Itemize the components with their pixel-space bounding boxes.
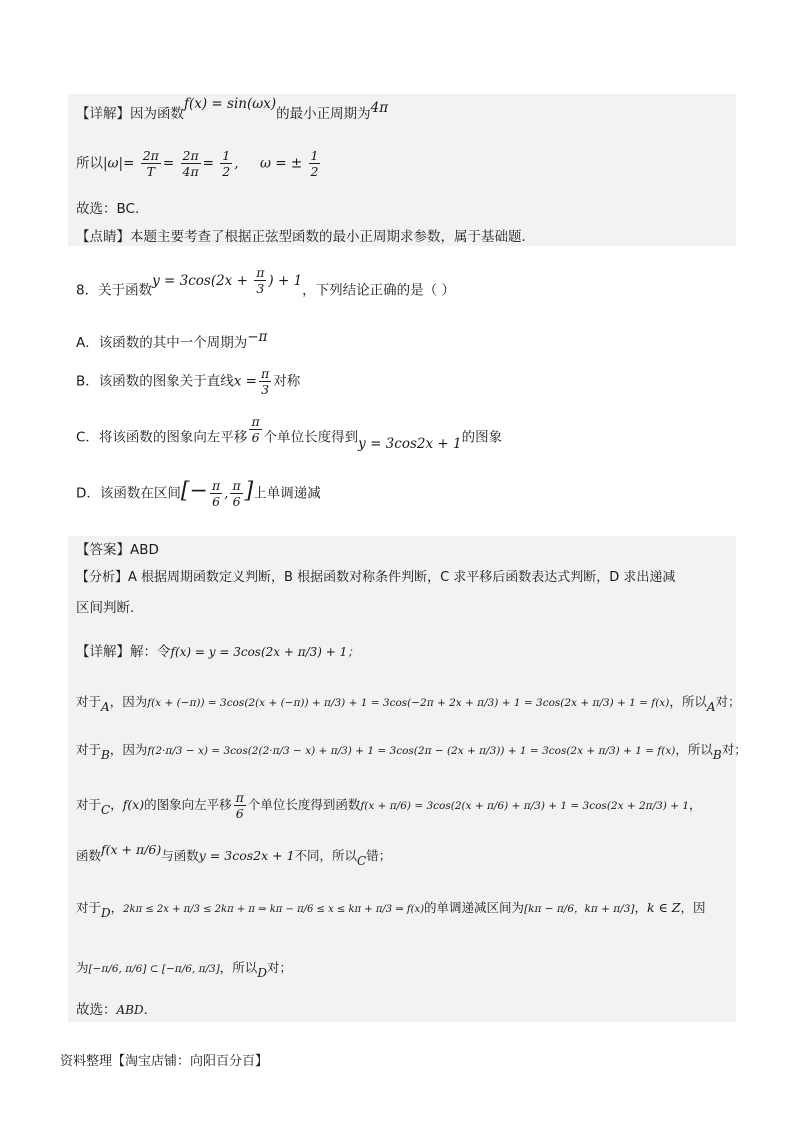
analysis-line-2: 区间判断. <box>76 600 135 616</box>
option-b-suffix: 对称 <box>273 373 301 390</box>
comment-line: 【点睛】本题主要考查了根据正弦型函数的最小正周期求参数，属于基础题. <box>76 229 526 245</box>
omega-value: ω = ± <box>260 155 303 172</box>
omega-abs: |ω|= <box>103 155 135 172</box>
detail-label: 【详解】因为函数 <box>76 106 184 122</box>
proof-d2-line: 为[−π/6, π/6] ⊂ [−π/6, π/3]，所以D对； <box>76 960 292 980</box>
frac-2pi-4pi: $\frac{2\pi}{4\pi}$ <box>182 148 199 179</box>
proof-d2-math: [−π/6, π/6] ⊂ [−π/6, π/3] <box>88 963 220 975</box>
label-d: D <box>101 906 111 920</box>
proof-a-line: 对于A，因为f(x + (−π)) = 3cos(2(x + (−π)) + π/3) + 1 = 3cos(−2π + 2x + π/3) + 1 = 3cos(2x + π/3) + 1 = f(x)，所以A对； <box>76 694 741 714</box>
option-d <box>76 478 321 509</box>
option-d-comma: , <box>224 485 229 502</box>
proof-b-math: f(2·π/3 − x) = 3cos(2(2·π/3 − x) + π/3) + 1 = 3cos(2π − (2x + π/3)) + 1 = 3cos(2x + π/3) + 1 = f(x) <box>147 745 676 757</box>
stem-prefix: 8．关于函数 <box>76 282 153 299</box>
option-a-text: A．该函数的其中一个周期为 <box>76 335 248 351</box>
proof-c-frac: $\frac{\pi}{6}$ <box>235 790 244 821</box>
proof-c-math: f(x + π/6) = 3cos(2(x + π/6) + π/3) + 1 = 3cos(2x + 2π/3) + 1 <box>360 800 690 812</box>
so-line: 所以|ω|= $\frac{2\pi}{T}$ = $\frac{2\pi}{4\pi}$ = $\frac{1}{2}$ , ω = ± $\frac{1}{2}$ <box>76 148 319 179</box>
proof-d-k: k ∈ Z <box>646 900 681 915</box>
stem-frac: $\frac{\pi}{3}$ <box>256 265 265 296</box>
answer-line: 【答案】ABD <box>76 542 159 558</box>
option-d-bracket-right: ] <box>244 478 254 504</box>
proof-d-line: 对于D，2kπ ≤ 2x + π/3 ≤ 2kπ + π ⇒ kπ − π/6 ≤ x ≤ kπ + π/3 ⇒ f(x)的单调递减区间为[kπ − π/6，kπ + π/3]，k ∈ Z，因 <box>76 900 706 920</box>
option-c-text: C．将该函数的图象向左平移 <box>76 429 248 446</box>
detail-func: f(x) = sin(ωx) <box>184 96 277 112</box>
detail-prefix: 【详解】解：令 <box>76 644 171 660</box>
option-d-suffix: 上单调递减 <box>253 485 321 502</box>
analysis-line-1: 【分析】A 根据周期函数定义判断，B 根据函数对称条件判断，C 求平移后函数表达式判断，D 求出递减 <box>76 570 676 585</box>
frac-one-half: $\frac{1}{2}$ <box>222 148 231 179</box>
option-c-mid: 个单位长度得到 <box>263 429 359 446</box>
frac-2pi-T: $\frac{2\pi}{T}$ <box>142 148 159 179</box>
label-b: B <box>101 748 110 762</box>
detail-line-2 <box>76 642 359 662</box>
label-c: C <box>101 803 111 817</box>
proof-c2-line: 函数f(x + π/6)与函数y = 3cos2x + 1不同，所以C错； <box>76 842 392 868</box>
proof-b-line: 对于B，因为f(2·π/3 − x) = 3cos(2(2·π/3 − x) + π/3) + 1 = 3cos(2π − (2x + π/3)) + 1 = 3cos(2x + π/3) + 1 = f(x)，所以B对； <box>76 742 747 762</box>
so-label: 所以 <box>76 155 103 172</box>
option-c-math: y = 3cos2x + 1 <box>358 435 462 452</box>
proof-c2-math2: y = 3cos2x + 1 <box>198 848 295 863</box>
choice-line-2: 故选：ABD. <box>76 1002 148 1018</box>
option-d-frac1: $\frac{\pi}{6}$ <box>211 478 221 509</box>
frac-one-half-2: $\frac{1}{2}$ <box>310 148 319 179</box>
option-b-frac: $\frac{\pi}{3}$ <box>260 366 270 397</box>
proof-d-math: 2kπ ≤ 2x + π/3 ≤ 2kπ + π ⇒ kπ − π/6 ≤ x ≤ kπ + π/3 ⇒ f(x) <box>123 904 425 915</box>
solution-block-2 <box>68 536 736 1022</box>
proof-a-math: f(x + (−π)) = 3cos(2(x + (−π)) + π/3) + 1 = 3cos(−2π + 2x + π/3) + 1 = 3cos(2x + π/3) + 1 = f(x) <box>147 697 670 709</box>
proof-d-interval: [kπ − π/6，kπ + π/3] <box>524 903 635 915</box>
stem-func-end: ) + 1 <box>268 272 303 289</box>
option-c-suffix: 的图象 <box>461 429 503 446</box>
option-d-text: D．该函数在区间 <box>76 485 181 502</box>
option-a-math: −π <box>247 329 268 345</box>
stem-func: y = 3cos(2x + <box>152 272 253 289</box>
label-a: A <box>101 700 110 714</box>
stem-suffix: ，下列结论正确的是（ ） <box>302 282 455 299</box>
choice-line-1: 故选：BC. <box>76 201 140 217</box>
detail-math: f(x) = y = 3cos(2x + π/3) + 1； <box>170 645 360 659</box>
option-b <box>76 366 300 397</box>
proof-c-line: 对于C，f(x)的图象向左平移 $\frac{\pi}{6}$ 个单位长度得到函数f(x + π/6) = 3cos(2(x + π/6) + π/3) + 1 = 3cos(2x + 2π/3) + 1， <box>76 790 702 821</box>
proof-c2-math1: f(x + π/6) <box>101 842 162 857</box>
option-c-frac: $\frac{\pi}{6}$ <box>251 414 260 445</box>
detail-line <box>76 96 389 124</box>
option-a <box>76 329 268 353</box>
detail-period: 4π <box>370 100 389 116</box>
detail-text: 的最小正周期为 <box>276 106 371 122</box>
option-b-text: B．该函数的图象关于直线 <box>76 373 234 390</box>
option-d-frac2: $\frac{\pi}{6}$ <box>232 478 241 509</box>
footer-text: 资料整理【淘宝店铺：向阳百分百】 <box>60 1054 269 1069</box>
question-stem <box>76 265 455 306</box>
option-b-math: x = <box>233 373 257 390</box>
option-c <box>76 414 503 453</box>
option-d-bracket-left: [− <box>180 478 208 504</box>
